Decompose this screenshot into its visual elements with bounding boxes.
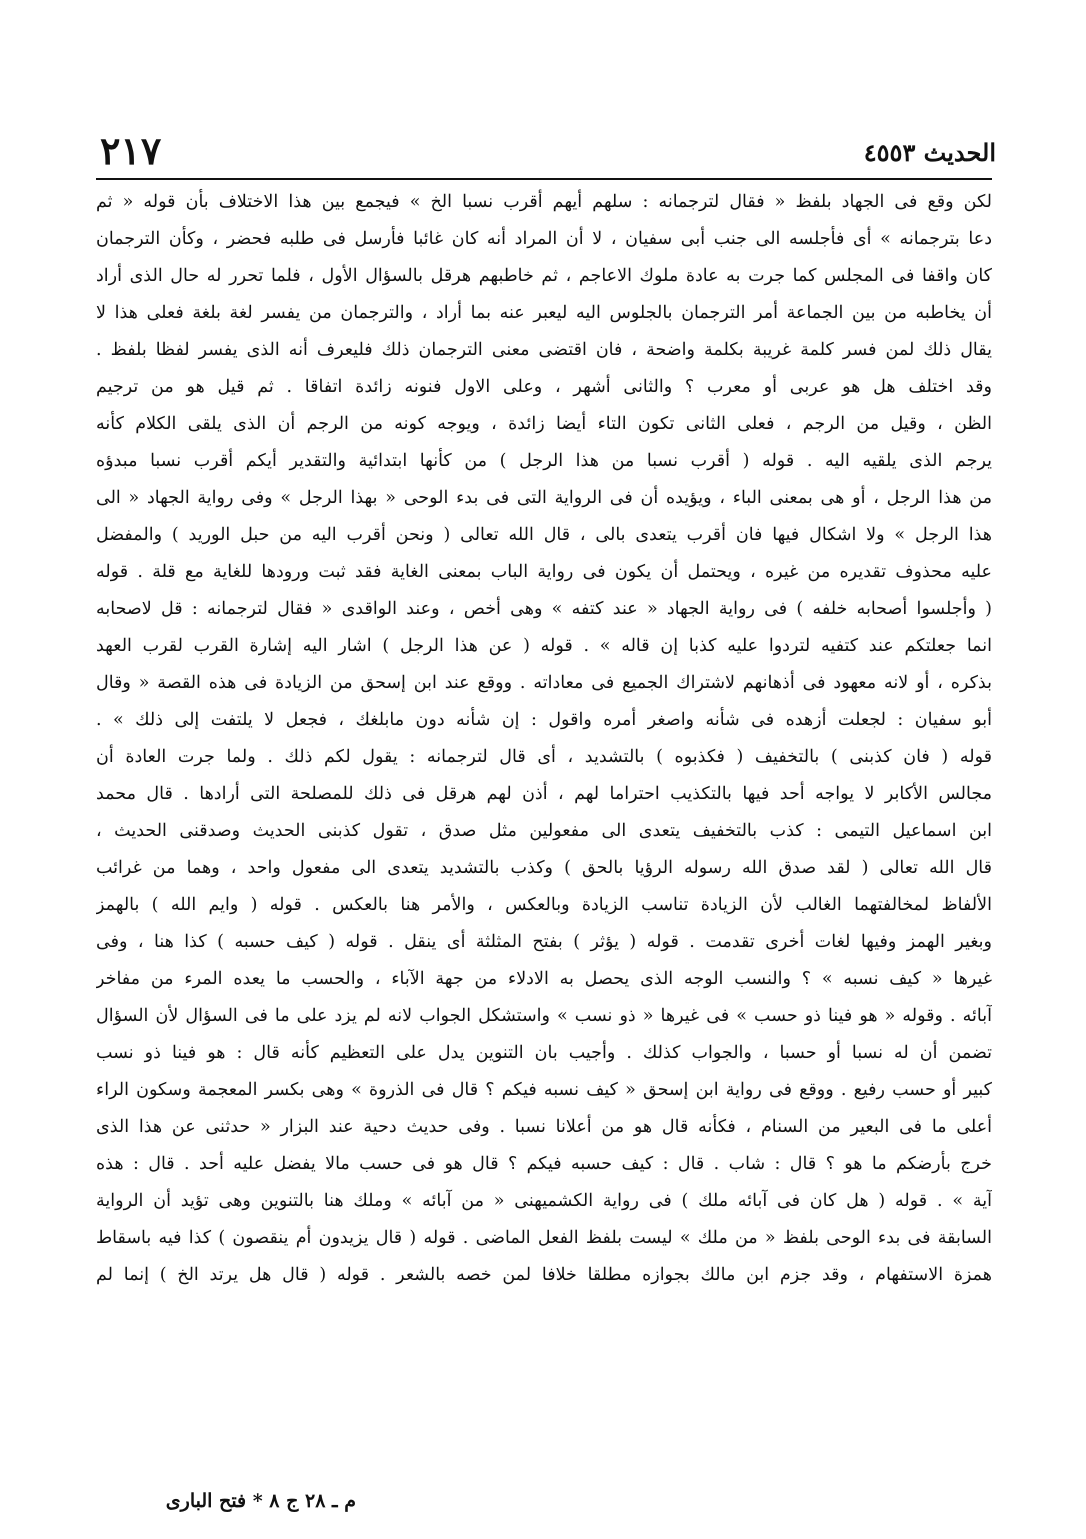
hadith-number: الحديث ٤٥٥٣	[863, 138, 996, 167]
page-number: ٢١٧	[100, 128, 162, 173]
text-line: ابن اسماعيل التيمى : كذب بالتخفيف يتعدى الى مفعولين مثل صدق ، تقول كذبنى الحديث وصدقنى الحديث ،	[96, 821, 992, 841]
header-divider	[96, 178, 992, 180]
text-line: عليه محذوف تقديره من غيره ، ويحتمل أن يكون فى رواية الباب بمعنى الغاية فقد ثبت ورودها للغاية مع قلة . قوله	[96, 562, 992, 582]
text-line: أعلى ما فى البعير من السنام ، فكأنه قال هو من أعلانا نسبا . وفى حديث دحية عند البزار « حدثنى عن هذا الذى	[96, 1117, 992, 1137]
text-line: غيرها « كيف نسبه » ؟ والنسب الوجه الذى يحصل به الادلاء من جهة الآباء ، والحسب ما يعده المرء من مفاخر	[96, 969, 992, 989]
text-line: كان واقفا فى المجلس كما جرت به عادة ملوك الاعاجم ، ثم خاطبهم هرقل بالسؤال الأول ، فلما تحرر له حال الذى أراد	[96, 266, 992, 286]
text-line: كبير أو حسب رفيع . ووقع فى رواية ابن إسحق « كيف نسبه فيكم ؟ قال فى الذروة » وهى بكسر المعجمة وسكون الراء	[96, 1080, 992, 1100]
text-line: هذا الرجل » ولا اشكال فيها فان أقرب يتعدى بالى ، قال الله تعالى ( ونحن أقرب اليه من حبل الوريد ) والمفضل	[96, 525, 992, 545]
text-line: أن يخاطبه من بين الجماعة أمر الترجمان بالجلوس اليه ليعبر عنه بما أراد ، والترجمان من يفسر لغة بلغة فعلى هذا لا	[96, 303, 992, 323]
text-line: يرجم الذى يلقيه اليه . قوله ( أقرب نسبا من هذا الرجل ) من كأنها ابتدائية والتقدير أيكم أقرب نسبا مبدؤه	[96, 451, 992, 471]
text-line: الألفاظ لمخالفتهما الغالب لأن الزيادة تناسب الزيادة وبالعكس ، والأمر هنا بالعكس . قوله ( وايم الله ) بالهمز	[96, 895, 992, 915]
text-line: مجالس الأكابر لا يواجه أحد فيها بالتكذيب احتراما لهم ، أذن لهم هرقل فى ذلك للمصلحة التى أرادها . قال محمد	[96, 784, 992, 804]
text-line: دعا بترجمانه » أى فأجلسه الى جنب أبى سفيان ، لا أن المراد أنه كان غائبا فأرسل فى طلبه فحضر ، وكأن الترجمان	[96, 229, 992, 249]
text-line: السابقة فى بدء الوحى بلفظ « من ملك » ليست بلفظ الفعل الماضى . قوله ( قال يزيدون أم ينقصون ) كذا فيه باسقاط	[96, 1228, 992, 1248]
text-line: لكن وقع فى الجهاد بلفظ « فقال لترجمانه : سلهم أيهم أقرب نسبا الخ » فيجمع بين هذا الاختلاف بأن قوله « ثم	[96, 192, 992, 212]
text-line: وبغير الهمز وفيها لغات أخرى تقدمت . قوله ( يؤثر ) بفتح المثلثة أى ينقل . قوله ( كيف حسبه ) كذا هنا ، وفى	[96, 932, 992, 952]
commentary-body	[96, 184, 992, 1294]
text-line: الظن ، وقيل من الرجم ، فعلى الثانى تكون التاء أيضا زائدة ، ويوجه كونه من الرجم أن الذى يلقى الكلام كأنه	[96, 414, 992, 434]
text-line: انما جعلتكم عند كتفيه لتردوا عليه كذبا إن قاله » . قوله ( عن هذا الرجل ) اشار اليه إشارة القرب لقرب العهد	[96, 636, 992, 656]
text-line: همزة الاستفهام ، وقد جزم ابن مالك بجوازه مطلقا خلافا لمن خصه بالشعر . قوله ( قال هل يرتد الخ ) إنما لم	[96, 1265, 992, 1285]
text-line: بذكره ، أو لانه معهود فى أذهانهم لاشتراك الجميع فى معاداته . ووقع عند ابن إسحق من الزيادة فى هذه القصة « وقال	[96, 673, 992, 693]
text-line: قوله ( فان كذبنى ) بالتخفيف ( فكذبوه ) بالتشديد ، أى قال لترجمانه : يقول لكم ذلك . ولما جرت العادة أن	[96, 747, 992, 767]
page-footer-signature: م ـ ٢٨ ج ٨ * فتح البارى	[165, 1490, 356, 1512]
text-line: خرج بأرضكم ما هو ؟ قال : شاب . قال : كيف حسبه فيكم ؟ قال هو فى حسب مالا يفضل عليه أحد . قال : هذه	[96, 1154, 992, 1174]
text-line: قال الله تعالى ( لقد صدق الله رسوله الرؤيا بالحق ) وكذب بالتشديد يتعدى الى مفعول واحد ، وهما من غرائب	[96, 858, 992, 878]
text-line: من هذا الرجل ، أو هى بمعنى الباء ، ويؤيده أن فى الرواية التى فى بدء الوحى « بهذا الرجل » وفى رواية الجهاد « الى	[96, 488, 992, 508]
text-line: ( وأجلسوا أصحابه خلفه ) فى رواية الجهاد « عند كتفه » وهى أخص ، وعند الواقدى « فقال لترجمانه : قل لاصحابه	[96, 599, 992, 619]
text-line: يقال ذلك لمن فسر كلمة غريبة بكلمة واضحة ، فان اقتضى معنى الترجمان ذلك فليعرف أنه الذى يفسر لفظا بلفظ .	[96, 340, 992, 360]
text-line: آية » . قوله ( هل كان فى آبائه ملك ) فى رواية الكشميهنى « من آبائه » وملك هنا بالتنوين وهى تؤيد أن الرواية	[96, 1191, 992, 1211]
text-line: أبو سفيان : لجعلت أزهده فى شأنه واصغر أمره واقول : إن شأنه دون مابلغك ، فجعل لا يلتفت إلى ذلك » .	[96, 710, 992, 730]
text-line: وقد اختلف هل هو عربى أو معرب ؟ والثانى أشهر ، وعلى الاول فنونه زائدة اتفاقا . ثم قيل هو من ترجيم	[96, 377, 992, 397]
text-line: آبائه . وقوله « هو فينا ذو حسب » فى غيرها « ذو نسب » واستشكل الجواب لانه لم يزد على ما فى السؤال لأن السؤال	[96, 1006, 992, 1026]
page-header	[96, 128, 996, 176]
text-line: تضمن أن له نسبا أو حسبا ، والجواب كذلك . وأجيب بان التنوين يدل على التعظيم كأنه قال : هو فينا ذو نسب	[96, 1043, 992, 1063]
